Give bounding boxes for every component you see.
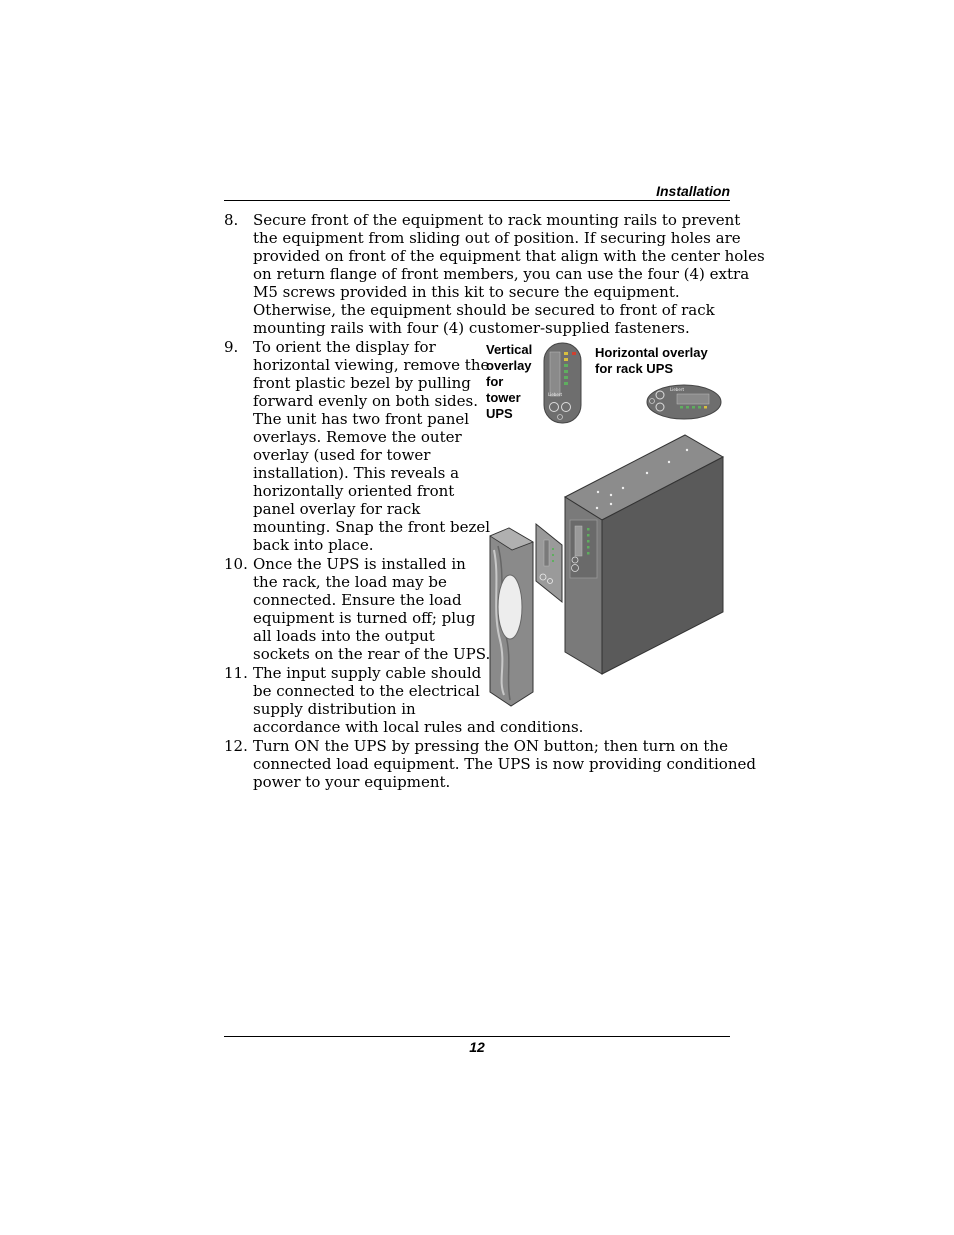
front-bezel [490, 528, 533, 706]
step-text: Turn ON the UPS by pressing the ON button; then turn on the connected load equipment. The UPS is now providing conditioned power to your equipment. [253, 737, 756, 791]
vertical-overlay-label: Vertical overlay for tower UPS [486, 342, 533, 421]
horizontal-overlay-panel [647, 385, 721, 419]
step-text: Secure front of the equipment to rack mounting rails to prevent the equipment from sliding out of position. If securing holes are provided on front of the equipment that align with the center holes on return flange of front members, you can use the four (4) extra M5 screws provided in this kit to secure the equipment. Otherwise, the equipment should be secured to front of rack mounting rails with four (4) customer-supplied fasteners. [253, 211, 765, 337]
step-number: 9. [224, 338, 239, 356]
page-number: 12 [469, 1039, 485, 1055]
step-number: 10. [224, 555, 248, 573]
logo-text: Liebert [548, 392, 563, 397]
step-number: 8. [224, 211, 239, 229]
ups-illustration [480, 340, 730, 710]
logo-text: Liebert [670, 387, 685, 392]
removed-overlay-panel [536, 524, 562, 602]
section-title: Installation [656, 183, 730, 199]
footer-rule [224, 1036, 730, 1037]
step-text: The input supply cable should be connected to the electrical supply distribution in accordance with local rules and conditions. [253, 664, 584, 736]
horizontal-overlay-label: Horizontal overlay for rack UPS [595, 345, 708, 376]
step-text: Once the UPS is installed in the rack, the load may be connected. Ensure the load equipment is turned off; plug all loads into the output sockets on the rear of the UPS. [253, 555, 491, 663]
step-number: 12. [224, 737, 248, 755]
step-number: 11. [224, 664, 248, 682]
ups-cabinet [565, 435, 723, 674]
header-rule [224, 200, 730, 201]
vertical-overlay-panel [544, 343, 581, 423]
step-text: To orient the display for horizontal viewing, remove the front plastic bezel by pulling forward evenly on both sides. The unit has two front panel overlays. Remove the outer overlay (used for tower installation). This reveals a horizontally oriented front panel overlay for rack mounting. Snap the front bezel back into place. [253, 338, 491, 554]
